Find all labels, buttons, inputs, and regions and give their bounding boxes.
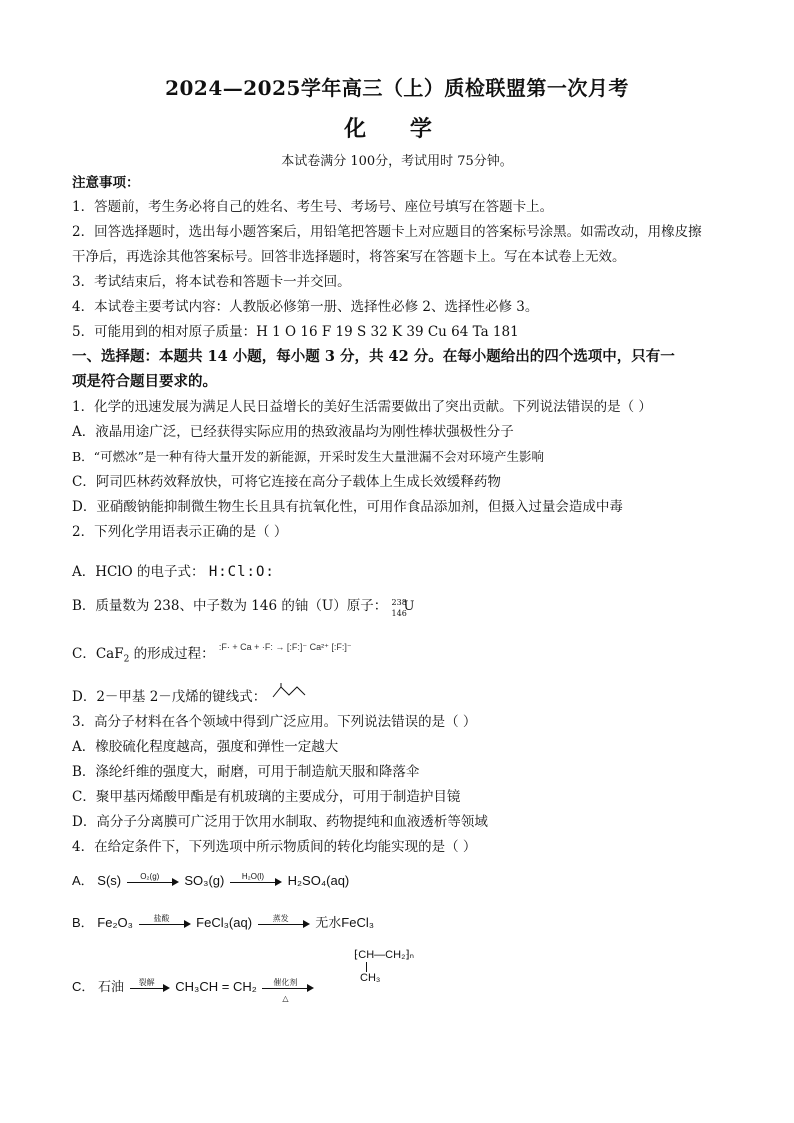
polymer-repeat-unit: ⁅CH—CH₂⁆ₙ [354, 949, 415, 961]
notice-item-5: 5．可能用到的相对原子质量：H 1 O 16 F 19 S 32 K 39 Cu 64 Ta 181 [72, 324, 519, 340]
q4-c-species-2: CH₃CH = CH₂ [175, 979, 257, 994]
q4-a-condition-2: H₂O(l) [241, 871, 265, 881]
q1-option-d: D．亚硝酸钠能抑制微生物生长且具有抗氧化性，可用作食品添加剂，但摄入过量会造成中毒 [72, 499, 623, 515]
nuclide-mass: 238 [391, 597, 407, 607]
hclo-electron-formula: H:Cl:O: [208, 564, 275, 580]
q1-option-b: B．“可燃冰”是一种有待大量开发的新能源，开采时发生大量泄漏不会对环境产生影响 [72, 449, 544, 464]
q4-c-species-1: 石油 [98, 979, 125, 994]
q2-option-a [72, 563, 275, 581]
q1-option-c: C．阿司匹林药效释放快，可将它连接在高分子载体上生成长效缓释药物 [72, 474, 501, 490]
q4-a-species-2: SO₃(g) [184, 873, 225, 888]
q4-option-c-label: C． [72, 979, 95, 994]
reaction-arrow [258, 913, 310, 930]
q3-option-c: C．聚甲基丙烯酸甲酯是有机玻璃的主要成分，可用于制造护目镜 [72, 789, 461, 805]
q4-c-condition-1: 裂解 [138, 977, 155, 987]
polymer-branch: CH₃ [360, 972, 381, 984]
q2-stem: 2．下列化学用语表示正确的是（ ） [72, 524, 288, 540]
q2-option-c-sub: 2 [123, 654, 130, 665]
reaction-arrow [230, 871, 282, 888]
q4-c-condition-2: 催化剂 [273, 977, 298, 987]
q4-option-b [72, 914, 374, 932]
q2-option-c [72, 641, 352, 669]
q2-option-d [72, 688, 311, 707]
q2-option-a-text: A．HClO 的电子式： [72, 564, 205, 580]
reaction-arrow [130, 977, 170, 994]
notice-heading: 注意事项： [72, 175, 140, 191]
exam-intro: 本试卷满分 100分，考试用时 75分钟。 [281, 154, 513, 169]
q4-b-condition-2: 蒸发 [272, 913, 289, 923]
q4-b-species-2: FeCl₃(aq) [196, 915, 253, 930]
q4-stem: 4．在给定条件下，下列选项中所示物质间的转化均能实现的是（ ） [72, 839, 477, 855]
q3-stem: 3．高分子材料在各个领域中得到广泛应用。下列说法错误的是（ ） [72, 714, 477, 730]
q4-b-species-3: 无水FeCl₃ [315, 915, 375, 930]
notice-item-2-cont: 干净后，再选涂其他答案标号。回答非选择题时，将答案写在答题卡上。写在本试卷上无效。 [72, 249, 626, 265]
notice-item-1: 1．答题前，考生务必将自己的姓名、考生号、考场号、座位号填写在答题卡上。 [72, 199, 554, 215]
section1-heading: 一、选择题：本题共 14 小题，每小题 3 分，共 42 分。在每小题给出的四个选项中，只有一 [72, 348, 675, 365]
q4-option-a-label: A． [72, 873, 94, 888]
caf2-formation-diagram: :F· + Ca + ·F: → [:F:]⁻ Ca²⁺ [:F:]⁻ [218, 641, 352, 652]
q3-option-a: A．橡胶硫化程度越高，强度和弹性一定越大 [72, 739, 339, 755]
q1-stem: 1．化学的迅速发展为满足人民日益增长的美好生活需要做出了突出贡献。下列说法错误的是（ ） [72, 399, 652, 415]
q2-option-b-text: B．质量数为 238、中子数为 146 的铀（U）原子： [72, 598, 388, 614]
nuclide-symbol: U [403, 598, 415, 614]
reaction-arrow [262, 977, 314, 1003]
q4-b-species-1: Fe₂O₃ [97, 915, 133, 930]
q4-a-species-3: H₂SO₄(aq) [287, 873, 350, 888]
notice-item-4: 4．本试卷主要考试内容：人教版必修第一册、选择性必修 2、选择性必修 3。 [72, 299, 539, 315]
q3-option-b: B．涤纶纤维的强度大，耐磨，可用于制造航天服和降落伞 [72, 764, 420, 780]
notice-item-3: 3．考试结束后，将本试卷和答题卡一并交回。 [72, 274, 351, 290]
bond-line-structure-icon [271, 683, 311, 701]
exam-title: 2024—2025学年高三（上）质检联盟第一次月考 [165, 76, 629, 100]
section1-heading-cont: 项是符合题目要求的。 [72, 373, 217, 390]
q2-option-c-suffix: 的形成过程： [129, 646, 215, 662]
q4-c-condition-heat: △ [282, 993, 289, 1003]
q4-option-c [72, 977, 316, 1003]
uranium-nuclide [392, 598, 414, 616]
q2-option-b [72, 597, 414, 616]
reaction-arrow [127, 871, 179, 888]
q1-option-a: A．液晶用途广泛，已经获得实际应用的热致液晶均为刚性棒状强极性分子 [72, 424, 514, 440]
subject-title: 化 学 [344, 116, 450, 142]
q2-option-c-prefix: C．CaF [72, 646, 124, 662]
polypropylene-structure [354, 948, 415, 984]
q4-a-condition-1: O₂(g) [140, 871, 160, 881]
q2-option-d-text: D．2－甲基 2－戊烯的键线式： [72, 689, 267, 705]
nuclide-number: 146 [391, 608, 407, 618]
notice-item-2: 2．回答选择题时，选出每小题答案后，用铅笔把答题卡上对应题目的答案标号涂黑。如需改动，用橡皮擦 [72, 224, 702, 240]
q3-option-d: D．高分子分离膜可广泛用于饮用水制取、药物提纯和血液透析等领域 [72, 814, 488, 830]
q4-a-species-1: S(s) [97, 873, 122, 888]
q4-b-condition-1: 盐酸 [153, 913, 170, 923]
q4-option-a [72, 872, 349, 890]
q4-option-b-label: B． [72, 915, 94, 930]
reaction-arrow [139, 913, 191, 930]
